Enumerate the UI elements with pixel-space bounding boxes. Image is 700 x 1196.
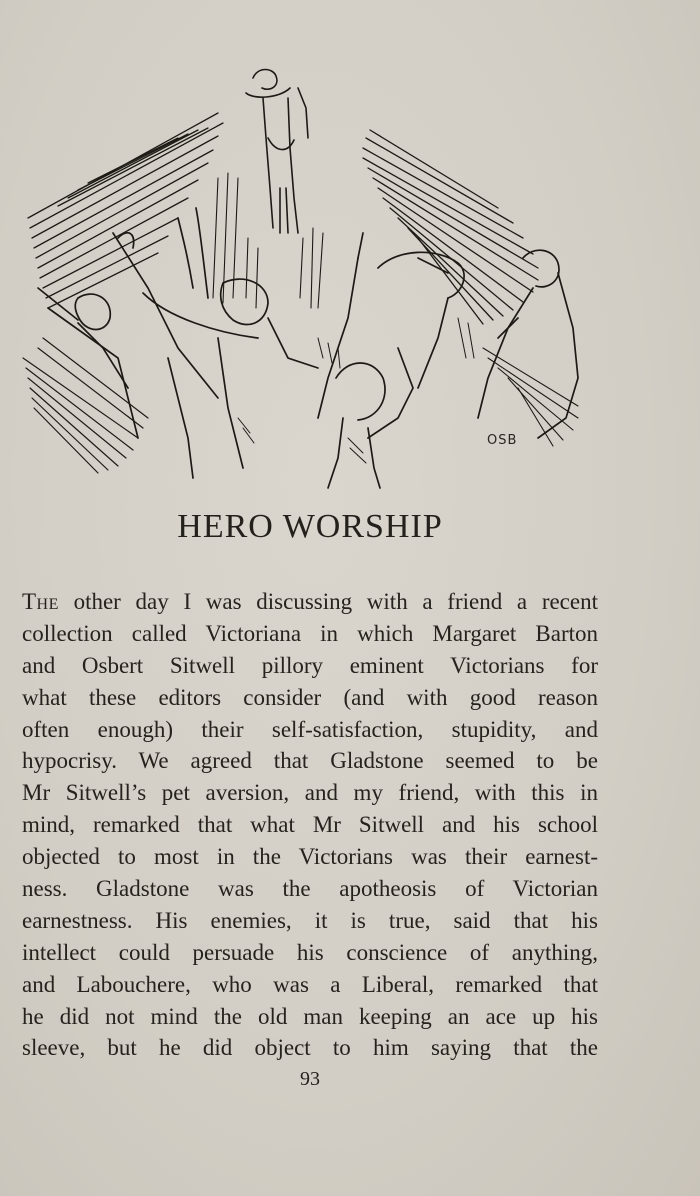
hero-figure [246,70,308,234]
right-hatching [363,130,538,324]
text-line: objected to most in the Victorians was their earnest- [22,844,598,870]
text-line: sleeve, but he did object to him saying that the [22,1035,598,1061]
text-line: what these editors consider (and with good reason [22,684,598,710]
text-line: and Labouchere, who was a Liberal, remarked that [22,971,598,997]
text-line: he did not mind the old man keeping an ace up his [22,1003,598,1029]
text-line: hypocrisy. We agreed that Gladstone seemed to be [22,748,598,774]
chapter-title: HERO WORSHIP [177,508,443,545]
text-line: and Osbert Sitwell pillory eminent Victorians for [22,652,598,678]
left-hatching [28,113,223,308]
text-line: intellect could persuade his conscience of anything, [22,939,598,965]
body-paragraph [22,586,598,1064]
text-line: often enough) their self-satisfaction, stupidity, and [22,716,598,742]
text-line: mind, remarked that what Mr Sitwell and his school [22,812,598,838]
right-lower-hatching [483,348,578,446]
text-line: earnestness. His enemies, it is true, said that his [22,907,598,933]
illustrator-signature: OSB [487,433,518,448]
text-line: ness. Gladstone was the apotheosis of Victorian [22,876,598,902]
center-hatching [213,173,323,308]
crowd-illustration [18,58,608,498]
text-line: Mr Sitwell’s pet aversion, and my friend, with this in [22,780,598,806]
page-number: 93 [300,1068,320,1090]
shading-strokes [238,318,474,463]
text-line: The other day I was discussing with a friend a recent [22,589,598,614]
text-line: collection called Victoriana in which Margaret Barton [22,620,598,646]
drop-word: The [22,589,59,614]
